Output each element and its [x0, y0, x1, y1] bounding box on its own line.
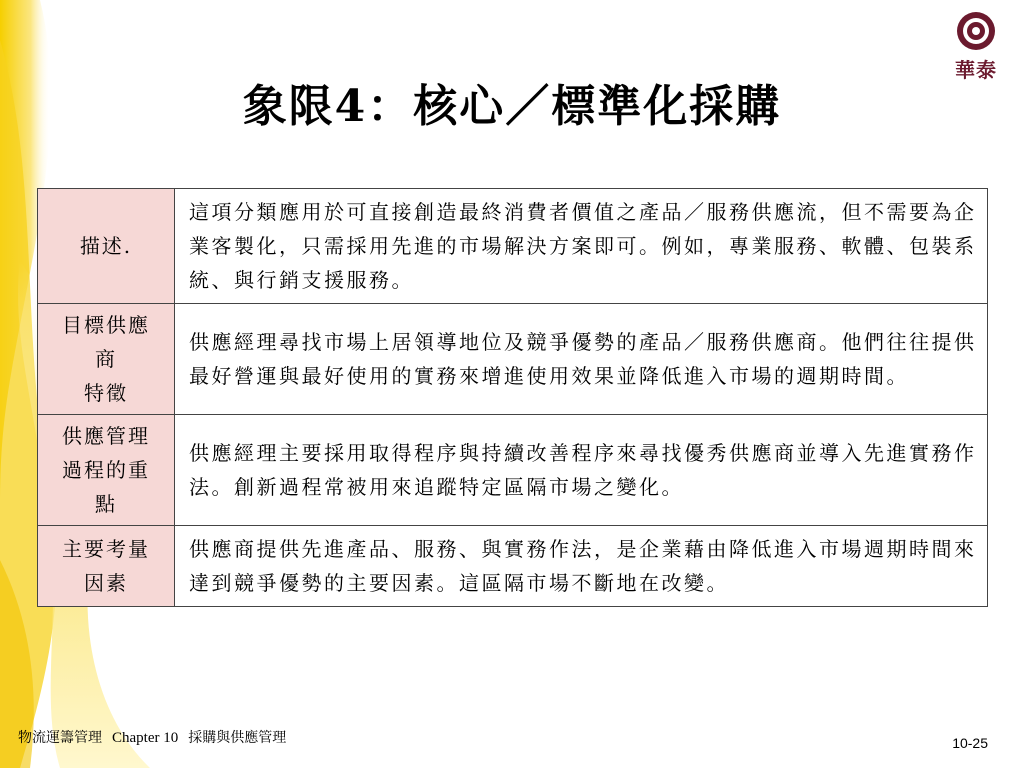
row-label [38, 526, 175, 607]
row-label-line: 點 [95, 492, 117, 516]
row-label-line: 因素 [84, 571, 128, 595]
table-row [38, 526, 988, 607]
row-description: 供應商提供先進產品、服務、與實務作法，是企業藉由降低進入市場週期時間來達到競爭優勢的主要因素。這區隔市場不斷地在改變。 [175, 526, 988, 607]
row-description: 供應經理尋找市場上居領導地位及競爭優勢的產品／服務供應商。他們往往提供最好營運與最好使用的實務來增進使用效果並降低進入市場的週期時間。 [175, 304, 988, 415]
content-table [37, 188, 988, 607]
row-label-line: 過程的重 [62, 458, 150, 482]
row-label-line: 主要考量 [62, 537, 150, 561]
row-label [38, 189, 175, 304]
footer-topic: 採購與供應管理 [188, 730, 287, 746]
row-label-line: 供應管理 [62, 424, 150, 448]
footer-chapter: Chapter 10 [112, 730, 179, 746]
row-label-line: 商 [95, 347, 117, 371]
table-row [38, 189, 988, 304]
row-label-line: 描述. [79, 234, 133, 258]
row-label [38, 304, 175, 415]
target-ring-icon [955, 10, 997, 52]
logo-text: 華泰 [955, 58, 997, 82]
row-label [38, 415, 175, 526]
slide-title: 象限4：核心／標準化採購 [242, 81, 782, 132]
page-number: 10-25 [952, 735, 988, 751]
table-row [38, 415, 988, 526]
table-row [38, 304, 988, 415]
row-label-line: 特徵 [84, 381, 128, 405]
footer-course: 物流運籌管理 [18, 730, 102, 746]
row-description: 供應經理主要採用取得程序與持續改善程序來尋找優秀供應商並導入先進實務作法。創新過程常被用來追蹤特定區隔市場之變化。 [175, 415, 988, 526]
row-description: 這項分類應用於可直接創造最終消費者價值之產品／服務供應流，但不需要為企業客製化，只需採用先進的市場解決方案即可。例如，專業服務、軟體、包裝系統、與行銷支援服務。 [175, 189, 988, 304]
row-label-line: 目標供應 [62, 313, 150, 337]
footer-course-info [18, 727, 286, 747]
